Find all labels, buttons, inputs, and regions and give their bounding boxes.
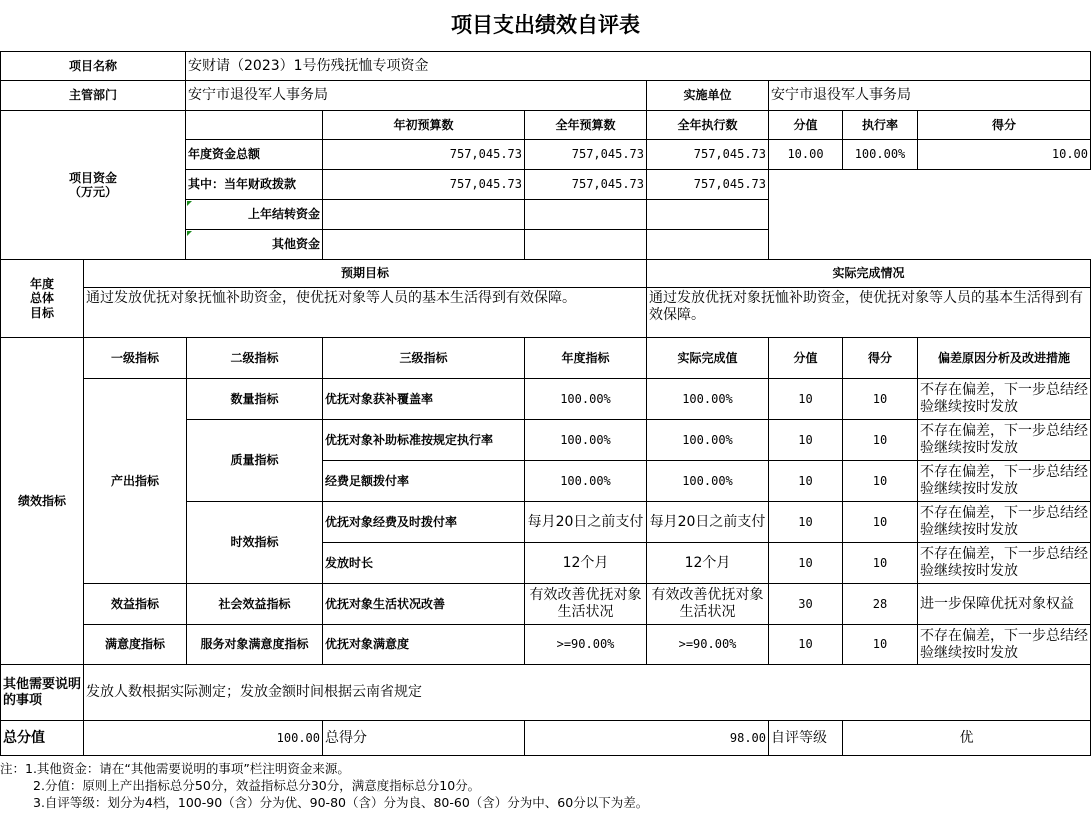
impl-value: 安宁市退役军人事务局 bbox=[768, 80, 1091, 111]
perf-row-value: 10 bbox=[768, 501, 843, 543]
perf-row-value: 10 bbox=[768, 460, 843, 502]
perf-row-score: 10 bbox=[842, 542, 918, 584]
funds-header-rate: 执行率 bbox=[842, 110, 918, 140]
perf-row-actual: 每月20日之前支付 bbox=[646, 501, 769, 543]
perf-header-level3: 三级指标 bbox=[322, 337, 525, 379]
perf-row-name: 经费足额拨付率 bbox=[322, 460, 525, 502]
perf-row-target: 12个月 bbox=[524, 542, 647, 584]
funds-label: 项目资金 （万元） bbox=[0, 110, 186, 260]
other-text: 发放人数根据实际测定；发放金额时间根据云南省规定 bbox=[83, 664, 1091, 721]
goals-actual-text: 通过发放优抚对象抚恤补助资金，使优抚对象等人员的基本生活得到有效保障。 bbox=[646, 287, 1091, 338]
funds-row-fiscal-annual: 757,045.73 bbox=[524, 169, 647, 200]
perf-row-target: 100.00% bbox=[524, 419, 647, 461]
perf-row-note: 不存在偏差，下一步总结经验继续按时发放 bbox=[917, 378, 1091, 420]
dept-label: 主管部门 bbox=[0, 80, 186, 111]
perf-row-name: 优抚对象生活状况改善 bbox=[322, 583, 525, 625]
perf-row-note: 不存在偏差，下一步总结经验继续按时发放 bbox=[917, 460, 1091, 502]
funds-row-total-executed: 757,045.73 bbox=[646, 139, 769, 170]
perf-row-target: 每月20日之前支付 bbox=[524, 501, 647, 543]
total-value: 100.00 bbox=[83, 720, 323, 756]
perf-header-note: 偏差原因分析及改进措施 bbox=[917, 337, 1091, 379]
perf-row-actual: 100.00% bbox=[646, 378, 769, 420]
perf-level1-satisfaction: 满意度指标 bbox=[83, 624, 187, 665]
funds-row-total-label: 年度资金总额 bbox=[185, 139, 323, 170]
grade-label: 自评等级 bbox=[768, 720, 843, 756]
funds-row-fiscal-initial: 757,045.73 bbox=[322, 169, 525, 200]
perf-row-actual: 12个月 bbox=[646, 542, 769, 584]
perf-row-score: 28 bbox=[842, 583, 918, 625]
perf-row-note: 不存在偏差，下一步总结经验继续按时发放 bbox=[917, 624, 1091, 665]
goals-label: 年度 总体 目标 bbox=[0, 259, 84, 338]
project-name-value: 安财请（2023）1号伤残抚恤专项资金 bbox=[185, 51, 1091, 81]
perf-row-note: 进一步保障优抚对象权益 bbox=[917, 583, 1091, 625]
funds-row-other-label: 其他资金 bbox=[185, 229, 323, 260]
dept-value: 安宁市退役军人事务局 bbox=[185, 80, 647, 111]
perf-row-value: 10 bbox=[768, 542, 843, 584]
funds-row-carryover-executed bbox=[646, 199, 769, 230]
perf-row-actual: 100.00% bbox=[646, 460, 769, 502]
funds-row-total-initial: 757,045.73 bbox=[322, 139, 525, 170]
perf-row-score: 10 bbox=[842, 419, 918, 461]
perf-row-target: 100.00% bbox=[524, 378, 647, 420]
perf-row-note: 不存在偏差，下一步总结经验继续按时发放 bbox=[917, 501, 1091, 543]
perf-row-actual: 有效改善优抚对象生活状况 bbox=[646, 583, 769, 625]
total-score-label: 总得分 bbox=[322, 720, 525, 756]
perf-level2-service: 服务对象满意度指标 bbox=[186, 624, 323, 665]
perf-row-value: 10 bbox=[768, 378, 843, 420]
project-name-label: 项目名称 bbox=[0, 51, 186, 81]
perf-level2-social: 社会效益指标 bbox=[186, 583, 323, 625]
perf-row-target: >=90.00% bbox=[524, 624, 647, 665]
funds-row-other-annual bbox=[524, 229, 647, 260]
perf-header-level1: 一级指标 bbox=[83, 337, 187, 379]
funds-header-blank bbox=[185, 110, 323, 140]
funds-row-carryover-annual bbox=[524, 199, 647, 230]
goals-expected-text: 通过发放优抚对象抚恤补助资金，使优抚对象等人员的基本生活得到有效保障。 bbox=[83, 287, 647, 338]
perf-row-note: 不存在偏差，下一步总结经验继续按时发放 bbox=[917, 419, 1091, 461]
total-score: 98.00 bbox=[524, 720, 769, 756]
perf-row-target: 有效改善优抚对象生活状况 bbox=[524, 583, 647, 625]
total-label: 总分值 bbox=[0, 720, 84, 756]
page-title: 项目支出绩效自评表 bbox=[451, 13, 640, 38]
perf-level1-output: 产出指标 bbox=[83, 378, 187, 584]
funds-row-total-value: 10.00 bbox=[768, 139, 843, 170]
perf-header-level2: 二级指标 bbox=[186, 337, 323, 379]
perf-row-name: 发放时长 bbox=[322, 542, 525, 584]
funds-row-carryover-initial bbox=[322, 199, 525, 230]
perf-level2-timeliness: 时效指标 bbox=[186, 501, 323, 584]
perf-row-value: 10 bbox=[768, 624, 843, 665]
funds-header-executed: 全年执行数 bbox=[646, 110, 769, 140]
perf-row-target: 100.00% bbox=[524, 460, 647, 502]
perf-row-score: 10 bbox=[842, 460, 918, 502]
perf-row-actual: >=90.00% bbox=[646, 624, 769, 665]
perf-row-score: 10 bbox=[842, 378, 918, 420]
perf-row-name: 优抚对象经费及时拨付率 bbox=[322, 501, 525, 543]
perf-level2-quantity: 数量指标 bbox=[186, 378, 323, 420]
footnote-2: 2.分值：原则上产出指标总分50分，效益指标总分30分，满意度指标总分10分。 bbox=[33, 778, 481, 793]
funds-header-value: 分值 bbox=[768, 110, 843, 140]
goals-expected-header: 预期目标 bbox=[83, 259, 647, 288]
perf-header-score: 得分 bbox=[842, 337, 918, 379]
other-label: 其他需要说明的事项 bbox=[0, 664, 84, 721]
impl-label: 实施单位 bbox=[646, 80, 769, 111]
perf-row-score: 10 bbox=[842, 624, 918, 665]
goals-actual-header: 实际完成情况 bbox=[646, 259, 1091, 288]
funds-row-fiscal-executed: 757,045.73 bbox=[646, 169, 769, 200]
perf-row-value: 30 bbox=[768, 583, 843, 625]
perf-row-name: 优抚对象补助标准按规定执行率 bbox=[322, 419, 525, 461]
perf-level2-quality: 质量指标 bbox=[186, 419, 323, 502]
perf-row-name: 优抚对象获补覆盖率 bbox=[322, 378, 525, 420]
perf-header-value: 分值 bbox=[768, 337, 843, 379]
perf-row-note: 不存在偏差，下一步总结经验继续按时发放 bbox=[917, 542, 1091, 584]
funds-header-initial: 年初预算数 bbox=[322, 110, 525, 140]
perf-header-actual: 实际完成值 bbox=[646, 337, 769, 379]
funds-row-other-initial bbox=[322, 229, 525, 260]
perf-row-value: 10 bbox=[768, 419, 843, 461]
footnote-1: 注：1.其他资金：请在“其他需要说明的事项”栏注明资金来源。 bbox=[0, 761, 350, 776]
funds-row-total-rate: 100.00% bbox=[842, 139, 918, 170]
funds-row-other-executed bbox=[646, 229, 769, 260]
funds-row-fiscal-label: 其中：当年财政拨款 bbox=[185, 169, 323, 200]
cell-marker-icon bbox=[187, 231, 192, 236]
footnote-3: 3.自评等级：划分为4档，100-90（含）分为优、90-80（含）分为良、80-60（含）分为中、60分以下为差。 bbox=[33, 795, 649, 810]
funds-row-total-annual: 757,045.73 bbox=[524, 139, 647, 170]
perf-label: 绩效指标 bbox=[0, 337, 84, 665]
funds-header-score: 得分 bbox=[917, 110, 1091, 140]
funds-header-annual: 全年预算数 bbox=[524, 110, 647, 140]
perf-row-name: 优抚对象满意度 bbox=[322, 624, 525, 665]
cell-marker-icon bbox=[187, 201, 192, 206]
perf-level1-benefit: 效益指标 bbox=[83, 583, 187, 625]
grade-value: 优 bbox=[842, 720, 1091, 756]
perf-row-score: 10 bbox=[842, 501, 918, 543]
perf-row-actual: 100.00% bbox=[646, 419, 769, 461]
funds-row-total-score: 10.00 bbox=[917, 139, 1091, 170]
perf-header-target: 年度指标 bbox=[524, 337, 647, 379]
funds-row-carryover-label: 上年结转资金 bbox=[185, 199, 323, 230]
